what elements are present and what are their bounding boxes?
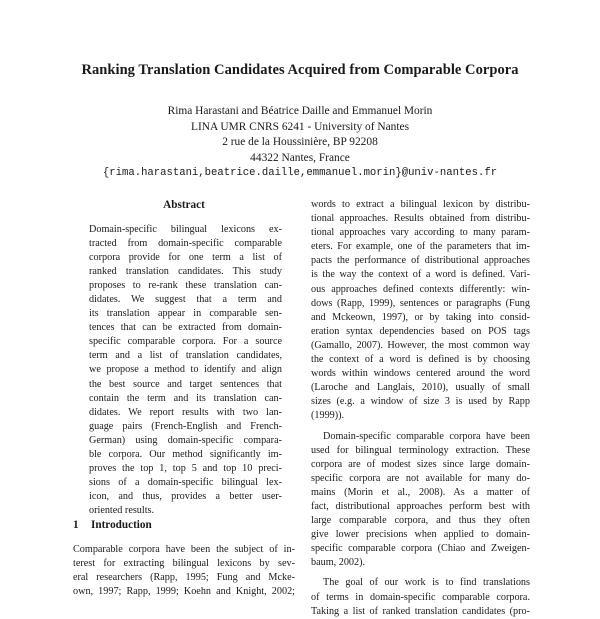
text-line: of terms in domain-specific comparable corpora. (311, 591, 530, 603)
text-line: (1999)). (311, 410, 345, 422)
text-line: the best source and target sentences that (89, 378, 282, 390)
text-line: eration syntax dependencies based on POS tags (311, 325, 530, 337)
text-line: large comparable corpora, and thus they often (311, 515, 530, 527)
author-block (0, 104, 600, 182)
text-line: and Mckeown, 1997), or by taking into consid- (311, 311, 530, 323)
text-line: sions of a domain-specific bilingual lex- (89, 476, 282, 488)
text-line: its translation appear in comparable sen- (89, 308, 282, 320)
text-line: tional approaches vary according to many param- (311, 227, 530, 239)
right-column (311, 198, 530, 619)
introduction-body (73, 543, 295, 599)
text-line: give lower precisions when applied to domain- (311, 529, 530, 541)
text-line: German) using domain-specific compara- (89, 434, 282, 446)
text-line: the context of a word is defined is by choosing (311, 354, 530, 366)
text-line: (Gamallo, 2007). However, the most common way (311, 339, 530, 351)
text-line: specific comparable corpora (Chiao and Zweigen- (311, 543, 530, 555)
abstract-heading: Abstract (163, 199, 205, 211)
text-line: corpora are of modest sizes since large domain- (311, 458, 530, 470)
text-line: Domain-specific comparable corpora have been (323, 430, 530, 442)
paragraph-1 (311, 198, 530, 424)
text-line: dows (Rapp, 1999), sentences or paragraphs (Fung (311, 297, 530, 309)
text-line: eral researchers (Rapp, 1995; Fung and Mcke- (73, 572, 295, 584)
text-line: eters. For example, one of the parameters that im- (311, 241, 530, 253)
text-line: didates. We suggest that a term and (89, 294, 282, 306)
text-line: mains (Morin et al., 2008). As a matter of (311, 486, 530, 498)
text-line: specific corpora are not available for many do- (311, 472, 530, 484)
text-line: ble corpora. Our method significantly im- (89, 448, 282, 460)
text-line: icon, and thus, provides a better user- (89, 490, 282, 502)
text-line: fact, distributional approaches perform best with (311, 500, 530, 512)
text-line: Domain-specific bilingual lexicons ex- (89, 224, 282, 235)
text-line: ranked translation candidates. This study (89, 266, 282, 278)
text-line: The goal of our work is to find translations (323, 577, 530, 589)
text-line: contain the term and its translation can- (89, 392, 282, 404)
text-line: term and a list of translation candidates, (89, 350, 282, 362)
text-line: corpora provide for one term a list of (89, 252, 282, 264)
text-line: pacts the performance of distributional approaches (311, 255, 530, 267)
paragraph-3 (311, 576, 530, 618)
text-line: specific comparable corpora. For a source (89, 336, 282, 348)
text-line: words within windows centered around the word (311, 368, 530, 380)
author-names: Rima Harastani and Béatrice Daille and Emmanuel Morin (167, 105, 433, 117)
text-line: proves the top 1, top 5 and top 10 preci- (89, 462, 282, 474)
text-line: sizes (e.g. a window of size 3 is used by Rapp (311, 396, 530, 408)
text-line: we propose a method to identify and align (89, 364, 282, 376)
text-line: terest for extracting bilingual lexicons by sev- (73, 558, 295, 570)
author-emails: {rima.harastani,beatrice.daille,emmanuel.morin}@univ-nantes.fr (102, 167, 498, 179)
text-line: tracted from domain-specific comparable (89, 238, 282, 250)
text-line: words to extract a bilingual lexicon by distribu- (311, 199, 530, 210)
text-line: tional approaches. Results obtained from distribu- (311, 213, 530, 225)
affiliation-line-3: 44322 Nantes, France (250, 151, 350, 164)
text-line: Comparable corpora have been the subject of in- (73, 544, 295, 555)
text-line: used for bilingual terminology extraction. These (311, 444, 530, 456)
text-line: guage pairs (French-English and French- (89, 420, 282, 432)
text-line: ous approaches defined contexts differently: win- (311, 283, 530, 295)
abstract-body (89, 223, 282, 518)
paper-title: Ranking Translation Candidates Acquired from Comparable Corpora (81, 62, 519, 78)
section-title: Introduction (91, 519, 152, 531)
affiliation-line-2: 2 rue de la Houssinière, BP 92208 (222, 136, 378, 148)
text-line: Taking a list of ranked translation candidates (pro- (311, 605, 530, 617)
paragraph-2 (311, 430, 530, 571)
text-line: baum, 2002). (311, 557, 366, 569)
text-line: (Laroche and Langlais, 2010), usually of small (311, 382, 530, 394)
text-line: proposes to re-rank these translation can- (89, 280, 282, 292)
section-heading-introduction (73, 519, 152, 531)
text-line: tences that can be extracted from domain- (89, 322, 282, 334)
text-line: is the way the context of a word is defined. Vari- (311, 269, 530, 281)
text-line: didates. We report results with two lan- (89, 406, 282, 418)
text-line: own, 1997; Rapp, 1999; Koehn and Knight, 2002; (73, 586, 295, 598)
affiliation-line-1: LINA UMR CNRS 6241 - University of Nantes (191, 120, 409, 133)
section-number: 1 (73, 519, 79, 531)
text-line: oriented results. (89, 504, 155, 516)
